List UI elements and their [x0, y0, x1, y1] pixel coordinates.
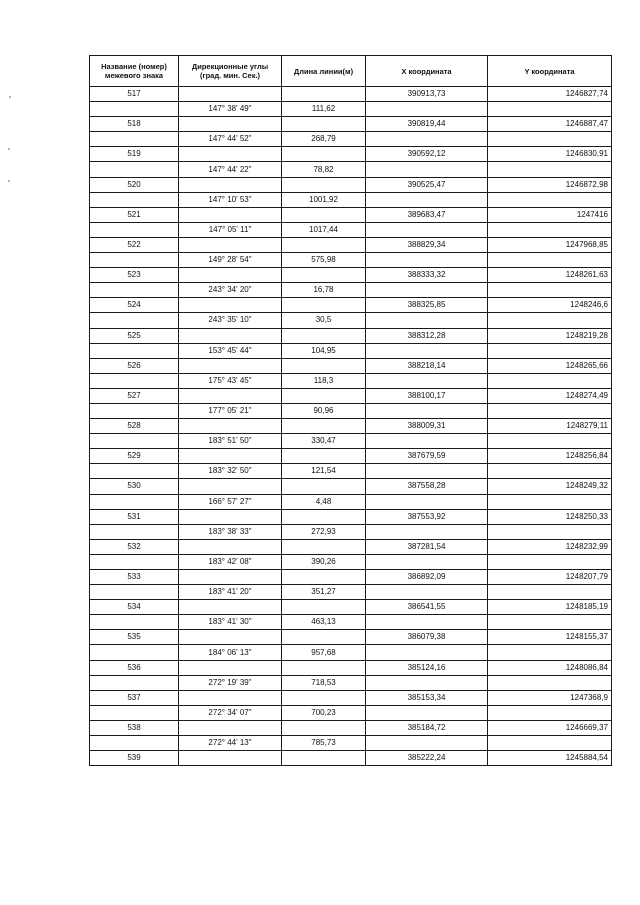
cell-angle [179, 419, 282, 434]
cell-name [90, 585, 179, 600]
cell-y [488, 102, 612, 117]
table-row [90, 207, 612, 222]
cell-y [488, 434, 612, 449]
cell-name [90, 675, 179, 690]
cell-y [488, 554, 612, 569]
cell-name: 521 [90, 207, 179, 222]
cell-length [282, 539, 366, 554]
table-row [90, 539, 612, 554]
cell-y [488, 524, 612, 539]
cell-name [90, 705, 179, 720]
cell-x: 388333,32 [366, 268, 488, 283]
cell-angle [179, 207, 282, 222]
cell-length [282, 419, 366, 434]
cell-name [90, 102, 179, 117]
cell-x [366, 343, 488, 358]
cell-name: 518 [90, 117, 179, 132]
table-row [90, 434, 612, 449]
cell-length: 575,98 [282, 253, 366, 268]
cell-name: 531 [90, 509, 179, 524]
table-row [90, 343, 612, 358]
cell-y [488, 675, 612, 690]
cell-y: 1248256,84 [488, 449, 612, 464]
cell-name [90, 313, 179, 328]
cell-y: 1248207,79 [488, 570, 612, 585]
cell-y: 1248274,49 [488, 388, 612, 403]
cell-angle [179, 388, 282, 403]
cell-name [90, 283, 179, 298]
table-row [90, 237, 612, 252]
cell-length: 104,95 [282, 343, 366, 358]
cell-x: 386892,09 [366, 570, 488, 585]
cell-y: 1248250,33 [488, 509, 612, 524]
cell-y [488, 162, 612, 177]
cell-x: 385153,34 [366, 690, 488, 705]
cell-y: 1248185,19 [488, 600, 612, 615]
cell-y: 1246827,74 [488, 87, 612, 102]
cell-name: 517 [90, 87, 179, 102]
cell-x [366, 615, 488, 630]
cell-name: 519 [90, 147, 179, 162]
cell-x: 390819,44 [366, 117, 488, 132]
table-row [90, 736, 612, 751]
cell-name [90, 162, 179, 177]
cell-angle: 183° 32' 50" [179, 464, 282, 479]
cell-y [488, 585, 612, 600]
cell-y: 1248249,32 [488, 479, 612, 494]
cell-y: 1248261,63 [488, 268, 612, 283]
table-row [90, 630, 612, 645]
cell-length [282, 509, 366, 524]
cell-y [488, 192, 612, 207]
table-row [90, 313, 612, 328]
cell-length: 111,62 [282, 102, 366, 117]
table-row [90, 494, 612, 509]
cell-y: 1246872,98 [488, 177, 612, 192]
cell-y: 1246830,91 [488, 147, 612, 162]
cell-name: 524 [90, 298, 179, 313]
cell-x: 387679,59 [366, 449, 488, 464]
cell-length: 4,48 [282, 494, 366, 509]
cell-name: 520 [90, 177, 179, 192]
table-row [90, 222, 612, 237]
cell-length: 351,27 [282, 585, 366, 600]
table-row [90, 645, 612, 660]
cell-x [366, 524, 488, 539]
table-row [90, 373, 612, 388]
cell-y [488, 494, 612, 509]
table-row [90, 570, 612, 585]
cell-x [366, 373, 488, 388]
cell-angle: 183° 38' 33" [179, 524, 282, 539]
cell-angle [179, 660, 282, 675]
cell-x: 386541,55 [366, 600, 488, 615]
cell-length: 30,5 [282, 313, 366, 328]
cell-name [90, 524, 179, 539]
cell-y [488, 645, 612, 660]
cell-name [90, 403, 179, 418]
cell-x [366, 585, 488, 600]
cell-angle [179, 630, 282, 645]
cell-x [366, 434, 488, 449]
cell-angle: 183° 41' 20" [179, 585, 282, 600]
cell-x [366, 132, 488, 147]
header-x: X координата [366, 56, 488, 87]
header-length: Длина линии(м) [282, 56, 366, 87]
cell-x [366, 554, 488, 569]
cell-y: 1248246,6 [488, 298, 612, 313]
table-row [90, 87, 612, 102]
cell-angle [179, 690, 282, 705]
cell-angle [179, 147, 282, 162]
cell-length: 718,53 [282, 675, 366, 690]
cell-angle [179, 570, 282, 585]
cell-name: 532 [90, 539, 179, 554]
cell-y: 1248086,84 [488, 660, 612, 675]
cell-angle [179, 449, 282, 464]
cell-length: 78,82 [282, 162, 366, 177]
cell-name [90, 253, 179, 268]
header-angle: Дирекционные углы (град. мин. Сек.) [179, 56, 282, 87]
cell-name [90, 373, 179, 388]
cell-name: 527 [90, 388, 179, 403]
cell-length: 90,96 [282, 403, 366, 418]
table-row [90, 479, 612, 494]
cell-angle: 184° 06' 13" [179, 645, 282, 660]
cell-x [366, 102, 488, 117]
cell-y: 1247416 [488, 207, 612, 222]
table-row [90, 524, 612, 539]
cell-y: 1247968,85 [488, 237, 612, 252]
cell-length: 785,73 [282, 736, 366, 751]
cell-x [366, 283, 488, 298]
cell-angle: 183° 51' 50" [179, 434, 282, 449]
cell-angle: 243° 34' 20" [179, 283, 282, 298]
cell-angle: 272° 19' 39" [179, 675, 282, 690]
table-row [90, 660, 612, 675]
cell-name [90, 464, 179, 479]
cell-length [282, 630, 366, 645]
cell-name [90, 222, 179, 237]
cell-x: 390592,12 [366, 147, 488, 162]
table-row [90, 585, 612, 600]
cell-length [282, 207, 366, 222]
cell-length: 390,26 [282, 554, 366, 569]
cell-length [282, 328, 366, 343]
cell-y [488, 705, 612, 720]
cell-x [366, 645, 488, 660]
table-row [90, 554, 612, 569]
cell-angle [179, 358, 282, 373]
cell-y [488, 464, 612, 479]
cell-y [488, 253, 612, 268]
cell-angle: 153° 45' 44" [179, 343, 282, 358]
cell-name: 537 [90, 690, 179, 705]
cell-angle [179, 87, 282, 102]
cell-length [282, 479, 366, 494]
cell-angle [179, 479, 282, 494]
cell-y: 1247368,9 [488, 690, 612, 705]
cell-x [366, 313, 488, 328]
cell-length [282, 147, 366, 162]
cell-length: 330,47 [282, 434, 366, 449]
cell-name [90, 132, 179, 147]
table-row [90, 328, 612, 343]
cell-length [282, 87, 366, 102]
cell-angle: 183° 42' 08" [179, 554, 282, 569]
cell-angle: 272° 34' 07" [179, 705, 282, 720]
cell-x: 388829,34 [366, 237, 488, 252]
table-row [90, 132, 612, 147]
cell-name: 530 [90, 479, 179, 494]
table-row [90, 253, 612, 268]
table-row [90, 117, 612, 132]
cell-angle: 166° 57' 27" [179, 494, 282, 509]
cell-angle [179, 328, 282, 343]
table-row [90, 388, 612, 403]
cell-x: 388218,14 [366, 358, 488, 373]
cell-name [90, 494, 179, 509]
cell-name [90, 434, 179, 449]
cell-length [282, 751, 366, 766]
cell-y: 1248279,11 [488, 419, 612, 434]
cell-length [282, 117, 366, 132]
cell-angle: 175° 43' 45" [179, 373, 282, 388]
cell-x: 387558,28 [366, 479, 488, 494]
cell-name: 539 [90, 751, 179, 766]
cell-name [90, 343, 179, 358]
cell-y [488, 615, 612, 630]
table-row [90, 147, 612, 162]
cell-length [282, 388, 366, 403]
cell-length: 463,13 [282, 615, 366, 630]
cell-y [488, 283, 612, 298]
cell-length [282, 600, 366, 615]
cell-x [366, 403, 488, 418]
cell-length: 118,3 [282, 373, 366, 388]
cell-name: 533 [90, 570, 179, 585]
cell-x [366, 675, 488, 690]
table-row [90, 102, 612, 117]
cell-name: 535 [90, 630, 179, 645]
header-name: Название (номер) межевого знака [90, 56, 179, 87]
cell-name [90, 645, 179, 660]
cell-y: 1246669,37 [488, 720, 612, 735]
cell-x: 388325,85 [366, 298, 488, 313]
table-row [90, 162, 612, 177]
cell-length [282, 358, 366, 373]
cell-angle: 177° 05' 21" [179, 403, 282, 418]
cell-angle: 147° 05' 11" [179, 222, 282, 237]
cell-angle [179, 177, 282, 192]
cell-angle: 243° 35' 10" [179, 313, 282, 328]
cell-name: 526 [90, 358, 179, 373]
table-row [90, 600, 612, 615]
table-row [90, 675, 612, 690]
cell-x: 385124,16 [366, 660, 488, 675]
cell-name [90, 554, 179, 569]
cell-length: 957,68 [282, 645, 366, 660]
cell-x [366, 162, 488, 177]
cell-y: 1248155,37 [488, 630, 612, 645]
table-row [90, 720, 612, 735]
table-row [90, 283, 612, 298]
cell-length: 272,93 [282, 524, 366, 539]
cell-length [282, 268, 366, 283]
cell-length [282, 237, 366, 252]
cell-y: 1245884,54 [488, 751, 612, 766]
cell-name [90, 736, 179, 751]
table-row [90, 705, 612, 720]
cell-length [282, 449, 366, 464]
cell-length: 16,78 [282, 283, 366, 298]
cell-angle [179, 237, 282, 252]
cell-angle: 147° 44' 22" [179, 162, 282, 177]
cell-length [282, 298, 366, 313]
cell-x [366, 705, 488, 720]
cell-length [282, 660, 366, 675]
cell-name: 534 [90, 600, 179, 615]
cell-y [488, 313, 612, 328]
table-row [90, 358, 612, 373]
cell-x [366, 736, 488, 751]
cell-y [488, 132, 612, 147]
cell-name: 538 [90, 720, 179, 735]
cell-y [488, 222, 612, 237]
cell-name: 528 [90, 419, 179, 434]
cell-name: 523 [90, 268, 179, 283]
cell-y: 1248219,28 [488, 328, 612, 343]
cell-length [282, 177, 366, 192]
cell-x [366, 464, 488, 479]
cell-angle: 147° 44' 52" [179, 132, 282, 147]
cell-angle [179, 298, 282, 313]
table-row [90, 268, 612, 283]
cell-name: 536 [90, 660, 179, 675]
cell-name: 529 [90, 449, 179, 464]
cell-length [282, 690, 366, 705]
cell-angle [179, 268, 282, 283]
table-row [90, 449, 612, 464]
cell-y: 1248232,99 [488, 539, 612, 554]
cell-length: 268,79 [282, 132, 366, 147]
boundary-coordinates-table [89, 55, 612, 766]
cell-y [488, 403, 612, 418]
cell-angle [179, 539, 282, 554]
cell-length: 700,23 [282, 705, 366, 720]
cell-y: 1246887,47 [488, 117, 612, 132]
cell-x: 390913,73 [366, 87, 488, 102]
table-row [90, 751, 612, 766]
cell-x [366, 222, 488, 237]
cell-x [366, 192, 488, 207]
cell-angle [179, 600, 282, 615]
cell-x: 387281,54 [366, 539, 488, 554]
table-row [90, 464, 612, 479]
cell-x: 388100,17 [366, 388, 488, 403]
cell-length [282, 570, 366, 585]
cell-x: 389683,47 [366, 207, 488, 222]
cell-angle [179, 751, 282, 766]
cell-y: 1248265,66 [488, 358, 612, 373]
cell-name: 522 [90, 237, 179, 252]
table-row [90, 509, 612, 524]
cell-x: 385222,24 [366, 751, 488, 766]
table-header-row [90, 56, 612, 87]
cell-length: 1001,92 [282, 192, 366, 207]
cell-x: 388312,28 [366, 328, 488, 343]
cell-angle: 147° 38' 49" [179, 102, 282, 117]
cell-x [366, 494, 488, 509]
cell-x: 388009,31 [366, 419, 488, 434]
cell-length: 121,54 [282, 464, 366, 479]
scan-speck [8, 180, 10, 182]
cell-x: 386079,38 [366, 630, 488, 645]
cell-name [90, 192, 179, 207]
table-row [90, 403, 612, 418]
cell-y [488, 736, 612, 751]
cell-x: 385184,72 [366, 720, 488, 735]
cell-y [488, 343, 612, 358]
cell-angle: 147° 10' 53" [179, 192, 282, 207]
scan-speck [8, 148, 10, 150]
cell-x [366, 253, 488, 268]
header-y: Y координата [488, 56, 612, 87]
scan-speck [9, 96, 11, 98]
table-body [90, 87, 612, 766]
table-row [90, 615, 612, 630]
cell-length [282, 720, 366, 735]
cell-name: 525 [90, 328, 179, 343]
table-row [90, 192, 612, 207]
cell-angle [179, 117, 282, 132]
table-row [90, 177, 612, 192]
table-row [90, 419, 612, 434]
table-row [90, 298, 612, 313]
cell-y [488, 373, 612, 388]
cell-x: 387553,92 [366, 509, 488, 524]
cell-angle [179, 720, 282, 735]
cell-angle: 272° 44' 13" [179, 736, 282, 751]
cell-angle [179, 509, 282, 524]
cell-angle: 149° 28' 54" [179, 253, 282, 268]
cell-angle: 183° 41' 30" [179, 615, 282, 630]
cell-length: 1017,44 [282, 222, 366, 237]
cell-name [90, 615, 179, 630]
table-row [90, 690, 612, 705]
cell-x: 390525,47 [366, 177, 488, 192]
